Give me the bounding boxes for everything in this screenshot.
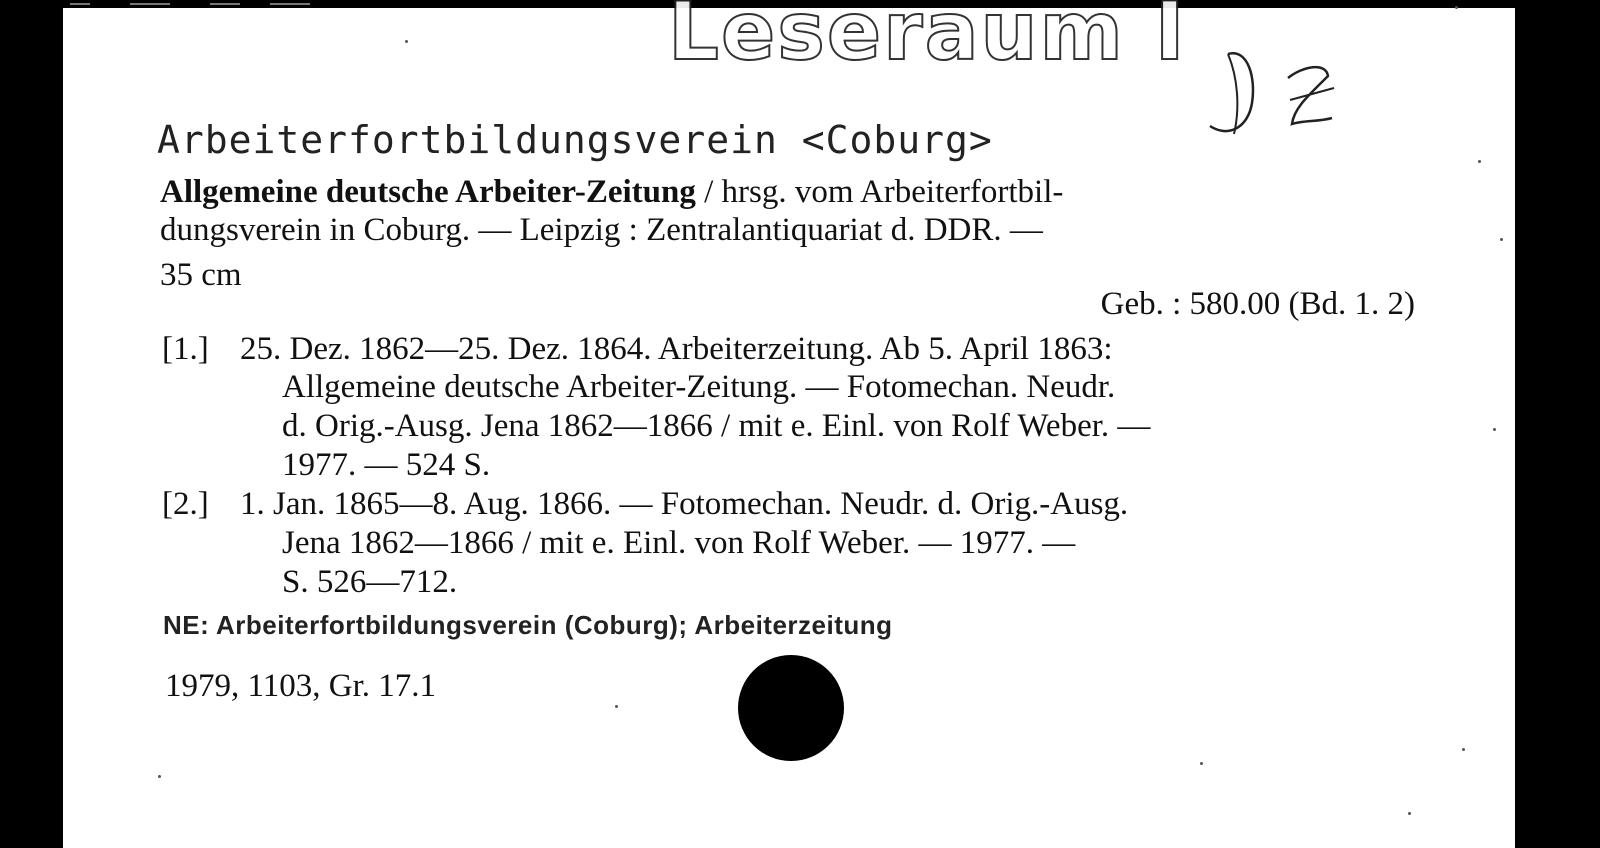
- dust-speck: [1200, 762, 1203, 765]
- title-responsibility: / hrsg. vom Arbeiterfortbil-: [695, 174, 1064, 210]
- dust-speck: [1493, 428, 1496, 431]
- handwritten-annotation: [1208, 48, 1348, 148]
- volume-line: 1977. — 524 S.: [282, 447, 491, 483]
- publication-line: dungsverein in Coburg. — Leipzig : Zentralantiquariat d. DDR. —: [160, 212, 1043, 248]
- volume-number: [2.]: [162, 486, 209, 522]
- volume-line: Jena 1862—1866 / mit e. Einl. von Rolf Weber. — 1977. —: [282, 525, 1076, 561]
- volume-line: Allgemeine deutsche Arbeiter-Zeitung. — Fotomechan. Neudr.: [282, 369, 1116, 405]
- dust-speck: [1478, 160, 1481, 163]
- volume-number: [1.]: [162, 331, 209, 367]
- dust-speck: [1462, 748, 1465, 751]
- price-note: Geb. : 580.00 (Bd. 1. 2): [1100, 286, 1415, 322]
- scan-artifact: [210, 3, 240, 5]
- punch-hole: [738, 655, 844, 761]
- dust-speck: [1455, 6, 1458, 9]
- dust-speck: [615, 705, 618, 708]
- volume-line: 1. Jan. 1865—8. Aug. 1866. — Fotomechan. Neudr. d. Orig.-Ausg.: [240, 486, 1129, 522]
- title-line: [160, 174, 1063, 211]
- added-entries: NE: Arbeiterfortbildungsverein (Coburg); Arbeiterzeitung: [163, 610, 893, 640]
- title-bold: Allgemeine deutsche Arbeiter-Zeitung: [160, 174, 696, 210]
- acquisition-number: 1979, 1103, Gr. 17.1: [165, 668, 437, 704]
- reading-room-stamp: Leseraum I: [668, 0, 1187, 78]
- volume-line: S. 526—712.: [282, 564, 458, 600]
- volume-line: 25. Dez. 1862—25. Dez. 1864. Arbeiterzeitung. Ab 5. April 1863:: [240, 331, 1113, 367]
- volume-line: d. Orig.-Ausg. Jena 1862—1866 / mit e. Einl. von Rolf Weber. —: [282, 408, 1151, 444]
- main-entry-heading: Arbeiterfortbildungsverein <Coburg>: [157, 118, 993, 162]
- scan-artifact: [70, 3, 90, 5]
- physical-size: 35 cm: [160, 257, 242, 293]
- dust-speck: [405, 40, 408, 43]
- dust-speck: [158, 775, 161, 778]
- dust-speck: [1500, 238, 1503, 241]
- scan-artifact: [130, 3, 170, 5]
- scan-artifact: [270, 3, 310, 5]
- dust-speck: [1408, 812, 1411, 815]
